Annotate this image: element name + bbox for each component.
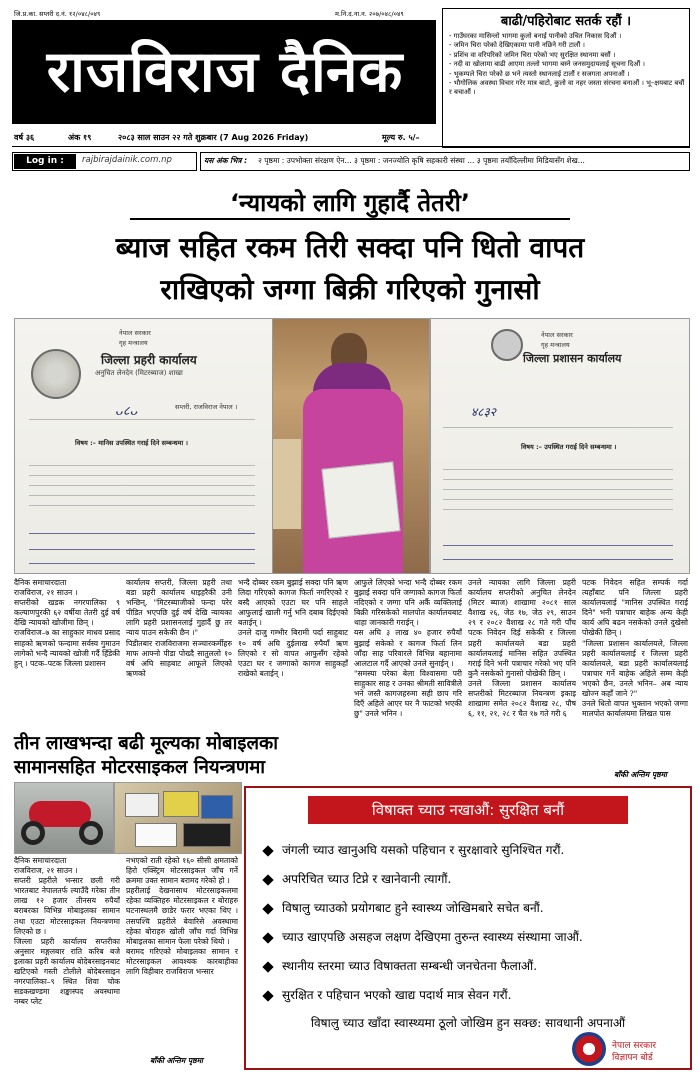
login-label: Log in : [14, 154, 76, 169]
photo-police-letter [14, 318, 273, 574]
flood-alert-item: - जमिन चिरा परेको देखिएकामा पानी नछिने गरी टालौं । [449, 41, 685, 49]
ad-footer: विषालु च्याउ खाँदा स्वास्थ्यमा ठूलो जोखिम हुन सक्छ: सावधानी अपनाऔं [310, 1016, 626, 1030]
flood-alert-item: - प्रशिंच वा वरिपरिको जमिन चिरा परेको भए सुरक्षित स्थानमा बसौं । [449, 51, 685, 59]
website-link[interactable]: rajbirajdainik.com.np [82, 155, 172, 165]
flood-alert-item: - भूकम्पले चिरा परेको छ भने त्यस्तो स्थानलाई टालौं र सजगता अपनाऔं । [449, 70, 685, 78]
sponsor-line1: नेपाल सरकार [612, 1041, 657, 1051]
flood-alert-list [443, 32, 689, 96]
diamond-bullet-icon [262, 845, 273, 856]
second-continued[interactable]: बाँकी अन्तिम पृष्ठमा [150, 1056, 203, 1065]
registration-right: म.नि.द.ना.न. २०७/०४८/०४९ [335, 10, 404, 18]
bike-wheel [79, 821, 103, 845]
diamond-bullet-icon [262, 990, 273, 1001]
nepal-emblem-icon [491, 329, 523, 361]
second-col-2: नभएको राती रहेको १६० सीसी क्षमताको हिरो एक्स्ट्रिम मोटरसाइकल जाँच गर्ने क्रममा उक्त सामान बरामद गरेको हो । प्रहरीलाई देखनासाथ मोटरसाइकलमा रहेका व्यक्तिहरु मोटरसाइकल र बोराहरु घटनास्थलमै छाडेर फरार भएका थिए । तसपश्चि प्रहरीले बेवारिसे अवस्थामा रहेका बोराहरु खोली जाँच गर्दा विभिन्न मोबाइलका सामान फेला परेको थियो । बरामद गरिएको मोबाइलका सामान र मोटरसाइकल आवश्यक कारबाहीका लागि विहीबार राजविराज भन्सार [126, 856, 238, 977]
issue-number: अंक १९ [68, 133, 92, 142]
issue-date: २०८३ साल साउन २२ गते शुक्रबार (7 Aug 2026 Friday) [118, 133, 309, 142]
lead-headline-1: ब्याज सहित रकम तिरी सक्दा पनि धितो वापत [115, 231, 585, 264]
ad-list [264, 836, 684, 1010]
lead-kicker: ‘न्यायको लागि गुहार्दै तेतरी’ [230, 189, 470, 217]
handwriting-mark: ᴗ८ᴗ [115, 404, 138, 419]
flood-alert-item: - गाउँघरका मासिन्लो भागमा कुलो बनाई पानीको उचित निकास दिऔं । [449, 32, 685, 40]
lead-kicker-underline [130, 218, 570, 220]
mushroom-ad [244, 786, 692, 1070]
ad-item: अपरिचित च्याउ टिप्ने र खानेवानी त्यागौं. [264, 865, 684, 894]
lead-col-5: उनले न्यायका लागि जिल्ला प्रहरी कार्यालय सप्तरीको अनुचित लेनदेन (मिटर ब्याज) शाखामा २०८१ साल वैशाख २६, जेठ १७, जेठ २९, साउन २९ र २०८२ वैशाख २८ गते गरी पाँच पटक निवेदन दिई सकेकी र जिल्ला प्रहरी कार्यालयले बडा प्रहरी कार्यालयलाई मानिस सहित उपस्थित गराई दिने भनी पत्राचार गरेको भए पनि कुनै नसकेको गुनासो पोखेकी छिन् । उनले जिल्ला प्रशासन कार्यालय सप्तरीको मिटरब्याज नियन्त्रण इकाइ शाखामा समेत २०८२ वैशाख २८, पौष ६, ११, २१, २८ र चैत १७ गते गरी ६ [468, 578, 576, 719]
photo-motorcycle [14, 782, 114, 854]
goods-box [183, 823, 231, 847]
flood-alert-item: - नदी वा खोलामा बाढी आएमा तल्लो भागमा बस्ने जनसमुदायलाई सूचना दिऔं । [449, 60, 685, 68]
letter-org2: गृह मन्त्रालय [541, 341, 570, 349]
price: मूल्य रु. ५/– [382, 133, 420, 142]
letter-subject: विषय :– मानिस उपस्थित गराई दिने सम्बन्धमा । [75, 439, 188, 447]
issue-divider [12, 146, 690, 147]
second-col-1: दैनिक समाचारदाता राजविराज, २१ साउन । सप्तरी प्रहरीले भन्सार छली गरी भारतबाट नेपालतर्फ ल्याउँदै गरेका तीन लाख १२ हजार तीनसय रुपैयाँ बराबरका विभिन्न मोबाइलका सामान तथा एउटा मोटरसाइकल नियन्त्रणमा लिएको छ । जिल्ला प्रहरी कार्यालय सप्तरीका अनुसार मङ्गलबार राति करिब बजे इलाका प्रहरी कार्यालय बोदेबरसाइनबाट खटिएको गस्ती टोलीले बोदेबरसाइन नगरपालिका–९ स्थित शिवा चोक सडकखण्डमा शङ्कास्पद अवस्थामा नम्बर प्लेट [14, 856, 120, 1007]
ad-item: स्थानीय स्तरमा च्याउ विषाक्तता सम्बन्धी जनचेतना फैलाऔं. [264, 952, 684, 981]
ad-item: च्याउ खाएपछि असहज लक्षण देखिएमा तुरुन्त स्वास्थ्य संस्थामा जाऔं. [264, 923, 684, 952]
held-papers [322, 461, 401, 538]
lead-col-3: भन्दै दोब्बर रकम बुझाई सक्दा पनि ऋण लिदा गरिएको कागज फिर्ता नगरिएको र बस्दै आएको एउटा घर पनि साहले आफुलाई खाली गर्नु भनि दबाब दिईएको बताईन् । उनले दाजु गम्भीर बिरामी पर्दा साहुबाट १० वर्ष अघि दुईलाख रुपैयाँ ऋण लिएको र सो वापत आफुसँग रहेको एउटा घर र जग्गाको कागज साहुकहाँ राखेको बताईन् । [238, 578, 348, 678]
diamond-bullet-icon [262, 903, 273, 914]
newspaper-title: राजविराज दैनिक [46, 39, 404, 105]
lead-col-6: पटक निवेदन सहित सम्पर्क गर्दा त्यहाँबाट पनि जिल्ला प्रहरी कार्यालयलाई "मानिस उपस्थित गराई दिने" भनी पत्राचार बाहेक अन्य केही कार्य अघि बढन नसकेको उनले दुखेसो पोखेकी छिन् । "जिल्ला प्रशासन कार्यालयले, जिल्ला प्रहरी कार्यालयलाई र जिल्ला प्रहरी कार्यालयले, बडा प्रहरी कार्यालयलाई पत्राचार गर्ने बाहेक अहिले सम्म केही भएको छैन, उनले भनिन– अब न्याय खोज्न कहाँ जाने ?" उनले धितो वापत भुक्तान भएको जग्गा मालपोत कार्यालयमा लिखत पास [582, 578, 688, 719]
second-headline-2: सामानसहित मोटरसाइकल नियन्त्रणमा [14, 757, 266, 778]
bag-left [273, 439, 301, 529]
ad-item: विषालु च्याउको प्रयोगबाट हुने स्वास्थ्य जोखिमबारे सचेत बनौं. [264, 894, 684, 923]
government-emblem-icon [572, 1032, 606, 1066]
issue-year: वर्ष ३६ [14, 133, 35, 142]
goods-box [201, 795, 233, 819]
nepal-emblem-icon [31, 349, 81, 399]
letter-office: जिल्ला प्रशासन कार्यालय [523, 352, 622, 365]
diamond-bullet-icon [262, 961, 273, 972]
lead-col-1: दैनिक समाचारदाता राजविराज, २१ साउन । सप्तरीको खडक नगरपालिका ९ कल्याणपुरकी ६२ वर्षीया तेतरी दुई वर्ष देखि न्यायको खोजीमा छिन् । राजविराज–७ का साहुकार माधव प्रसाद साहको ऋणको फन्दामा सर्वस्व गुमाउन लागेको भन्दै न्यायको खोजी गर्दै हिँडेकी हुन् । पटक–पटक जिल्ला प्रशासन [14, 578, 120, 668]
lead-continued[interactable]: बाँकी अन्तिम पृष्ठमा [614, 770, 667, 779]
photo-complainant-woman [272, 318, 430, 574]
letter-org1: नेपाल सरकार [119, 329, 151, 337]
sponsor-line2: विज्ञापन बोर्ड [612, 1053, 653, 1063]
lead-headline-2: राखिएको जग्गा बिक्री गरिएको गुनासो [160, 273, 540, 306]
flood-alert-box [442, 8, 690, 148]
flood-alert-title: बाढी/पहिरोबाट सतर्क रहौं । [500, 14, 632, 29]
second-headline-1: तीन लाखभन्दा बढी मूल्यका मोबाइलका [14, 733, 279, 754]
bike-wheel [21, 821, 45, 845]
letter-org2: गृह मन्त्रालय [119, 339, 148, 347]
letter-place: सप्तरी, राजविराज नेपाल । [175, 403, 238, 411]
letter-subject: विषय :– उपस्थित गराई दिने सम्बन्धमा । [521, 443, 617, 451]
goods-box [163, 791, 199, 817]
registration-left: जि.प्र.का. सप्तरी द.नं. १२/०४८/०४९ [14, 10, 101, 18]
lead-col-4: आफुले लिएको भन्दा भन्दै दोब्बर रकम बुझाई सक्दा पनि जग्गाको कागज फिर्ता नदिएको र जग्गा पनि अर्कै व्यक्तिलाई बिक्री गरिसकेको मालपोत कार्यालयबाट थाहा जानकारी गराईन् । यस अघि ३ लाख ४० हजार रुपैयाँ बुझाई सकेको र कागज फिर्ता लिन जाँदा साह परिवारले विभिन्न बहानामा आलटाल गर्दै आएको उनले सुनाईन् । "समस्या परेका बेला विश्वासमा परी साहुकार साह र उनका श्रीमती सावित्रीले भने जस्तै कागजहरुमा सही छाप गरि दिएँ अहिले आएर घर नै फाटको भएकी छु" उनले भनिन । [354, 578, 462, 719]
ad-item: जंगली च्याउ खानुअघि यसको पहिचान र सुरक्षावारे सुनिश्चित गरौं. [264, 836, 684, 865]
photo-seized-goods [114, 782, 242, 854]
letter-office: जिल्ला प्रहरी कार्यालय [101, 353, 197, 367]
ad-title: विषाक्त च्याउ नखाऔं: सुरक्षित बनौं [308, 796, 628, 824]
ad-item: सुरक्षित र पहिचान भएको खाद्य पदार्थ मात्र सेवन गरौं. [264, 981, 684, 1010]
flood-alert-item: - भौगोलिक अवस्था विचार गरेर मात्र बाटो, कुलो वा नहर जस्ता संरचना बनाऔं । भू–क्षयबाट बचौं र बचाऔं । [449, 79, 685, 96]
handwriting-mark: ४८३२ [471, 405, 496, 419]
photo-admin-letter [430, 318, 690, 574]
diamond-bullet-icon [262, 932, 273, 943]
inside-label: यस अंक भित्र : [204, 156, 248, 165]
lead-col-2: कार्यालय सप्तरी, जिल्ला प्रहरी तथा बडा प्रहरी कार्यालय धाइहरैकी उनी भन्छिन्, "मिटरब्याजीको फन्दा परेर पीडित भएपछि दुई वर्ष देखि न्यायका लागि प्रहरी प्रशासनलाई गुहार्दै छु तर न्याय पाउन सकेकी छैन ।" पिडीतबार राजविराजमा सञ्चारकर्मीहरु माफ आफ्नो पीडा पोख्दै सातुललो १० वर्ष अघि साहबाट आफूले लिएको ऋणको [126, 578, 232, 678]
letter-org1: नेपाल सरकार [541, 331, 573, 339]
goods-box [125, 793, 159, 817]
letter-branch: अनुचित लेनदेन (मिटरब्याज) शाखा [95, 369, 183, 377]
goods-box [135, 823, 177, 847]
inside-ticker: २ पृष्ठमा : उपभोक्ता संरक्षण ऐन... ३ पृष्ठमा : जनज्योति कृषि सहकारी संस्था ... ३ पृष्ठमा तयाँदिल्लीमा मिडियासँग शेख... [258, 156, 585, 165]
diamond-bullet-icon [262, 874, 273, 885]
